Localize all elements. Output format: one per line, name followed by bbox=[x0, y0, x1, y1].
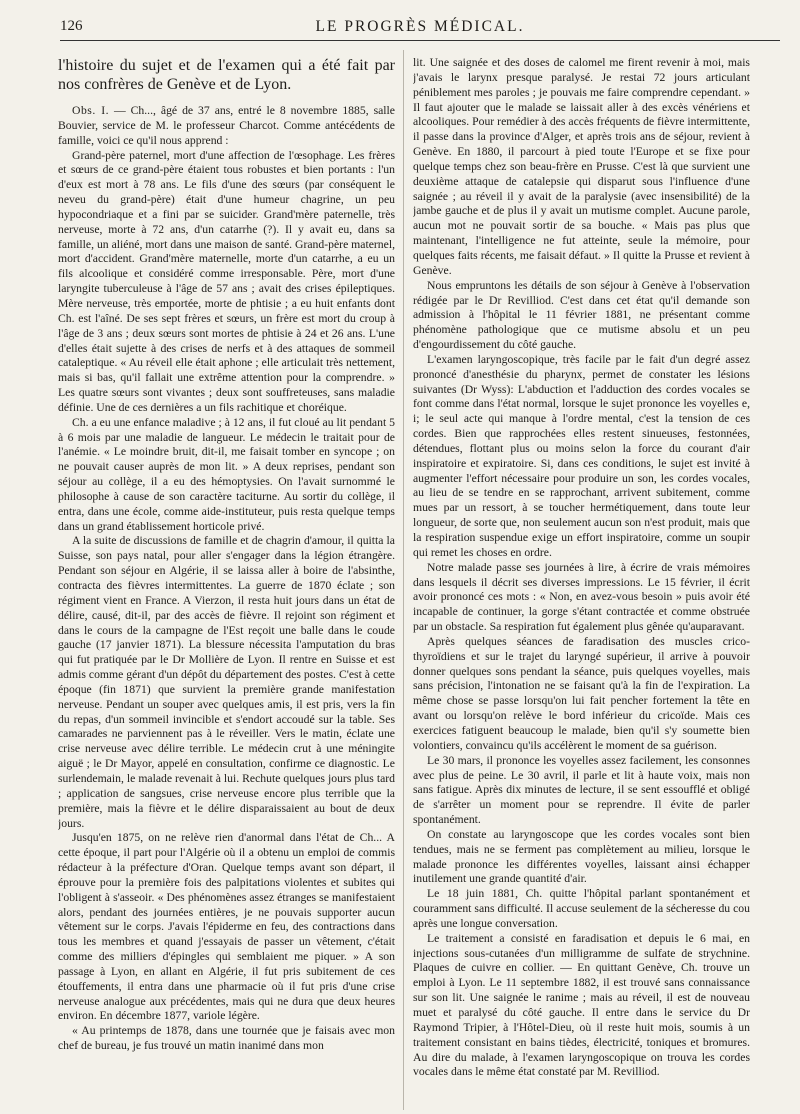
paragraph: Le 18 juin 1881, Ch. quitte l'hôpital parlant spontanément et couramment sans difficulté. Il accuse seulement de la sécheresse du cou après une longue conversation. bbox=[413, 887, 750, 930]
lead-paragraph: l'histoire du sujet et de l'examen qui a été fait par nos confrères de Genève et de Lyon. bbox=[58, 57, 395, 93]
paragraph: Notre malade passe ses journées à lire, à écrire de vrais mémoires dans lesquels il décrit ses diverses impressions. Le 15 février, il écrit avoir prononcé ces mots : « Non, en avez-vous besoin » puis avoir été incapable de continuer, la gorge s'étant contractée et comme obstruée par un obstacle. Sa respiration fut également plus gênée qu'auparavant. bbox=[413, 560, 750, 634]
observation-label: Obs. I. bbox=[72, 104, 110, 117]
paragraph: L'examen laryngoscopique, très facile par le fait d'un degré assez prononcé d'anesthésie du pharynx, permet de constater les lésions suivantes (Dr Wyss): L'abduction et l'adduction des cordes vocales se font comme dans l'état normal, lorsque le sujet prononce les voyelles e, i; le seul acte qui manque à l'ordre mental, c'est la tension de ces cordes. Bien que rapprochées elles restent sinueuses, festonnées, détendues, flottant plus ou moins selon la force du courant d'air inspiratoire et expiratoire. Si, dans ces conditions, le sujet est invité à augmenter l'effort nécessaire pour produire un son, les cordes vocales, au lieu de se tendre en se rapprochant, arrivent subitement, comme mues par un ressort, à se toucher hermétiquement, dans toute leur longueur, de sorte que, non seulement aucun son n'est produit, mais que la respiration suspendue exige un effort inspiratoire, comme un soupir qui remet les choses en ordre. bbox=[413, 352, 750, 559]
journal-title: LE PROGRÈS MÉDICAL. bbox=[315, 18, 525, 35]
paragraph: « Au printemps de 1878, dans une tournée que je faisais avec mon chef de bureau, je fus trouvé un matin inanimé dans mon bbox=[58, 1024, 395, 1053]
paragraph: — Ch..., âgé de 37 ans, entré le 8 novembre 1885, salle Bouvier, service de M. le professeur Charcot. Comme antécédents de famille, voici ce qu'il nous apprend : bbox=[58, 104, 395, 147]
paragraph: Nous empruntons les détails de son séjour à Genève à l'observation rédigée par le Dr Revilliod. C'est dans cet état qu'il demande son admission à l'hôpital le 11 février 1881, ne présentant comme phénomène pathologique que ce mutisme absolu et un peu d'engourdissement du côté gauche. bbox=[413, 278, 750, 352]
paragraph: Le traitement a consisté en faradisation et depuis le 6 mai, en injections sous-cutanées d'un milligramme de sulfate de strychnine. Plaques de cuivre en collier. — En quittant Genève, Ch. trouve un emploi à Lyon. Le 11 septembre 1882, il est trouvé sans connaissance sur son lit. Une saignée le ranime ; mais au réveil, il est de nouveau muet et paralysé du côté gauche. Il entre dans le service du Dr Raymond Tripier, à l'Hôtel-Dieu, où il reste huit mois, soumis à un traitement consistant en bains tièdes, électricité, toniques et bromures. Au dire du malade, à l'examen laryngoscopique on trouva les cordes vocales dans le même état constaté par M. Revilliod. bbox=[413, 931, 750, 1079]
observation-intro bbox=[58, 104, 395, 149]
paragraph: Ch. a eu une enfance maladive ; à 12 ans, il fut cloué au lit pendant 5 à 6 mois par une maladie de langueur. Le médecin le traitait pour de l'anémie. « Le moindre bruit, dit-il, me faisait tomber en syncope ; on ne pouvait causer auprès de mon lit. » A deux reprises, pendant son séjour au collège, il a eu des hémoptysies. On l'avait surnommé le philosophe à cause de son caractère taciturne. Au sortir du collège, il entra, dans une école, comme aide-instituteur, puis resta quelque temps dans un grand établissement horticole privé. bbox=[58, 415, 395, 533]
right-column bbox=[413, 56, 750, 1106]
left-column bbox=[58, 56, 395, 1106]
paragraph: Après quelques séances de faradisation des muscles crico-thyroïdiens et sur le trajet du laryngé supérieur, il arrive à pouvoir donner quelques sons pendant la séance, puis quelques voyelles, mais sans précision, l'intonation ne se faisant qu'à la fin de l'expiration. La même chose se passe lorsqu'on lui fait pencher fortement la tête en avant ou lorsqu'on relève le bord inférieur du cricoïde. Mais ces exercices fatiguent beaucoup le malade, bien qu'il s'y soumette bien volontiers, convaincu qu'ils accélèrent le moment de sa guérison. bbox=[413, 634, 750, 752]
paragraph: Grand-père paternel, mort d'une affection de l'œsophage. Les frères et sœurs de ce grand-père étaient tous robustes et bien portants : l'un d'eux est mort à 78 ans. Le fils d'une des sœurs (par conséquent le neveu du grand-père) était d'une humeur chagrine, un peu hypocondriaque et a fini par se suicider. Grand'mère paternelle, très nerveuse, morte à 72 ans, d'un catarrhe (?). Il y avait eu, dans sa famille, un aliéné, mort dans une maison de santé. Grand-père maternel, mort d'accident. Grand'mère maternelle, morte d'un catarrhe, a eu un fils alcoolique et considéré comme irresponsable. Père, mort d'une laryngite tuberculeuse à l'âge de 57 ans ; avait des crises épileptiques. Mère nerveuse, très emportée, morte de phtisie ; a eu huit enfants dont Ch. est l'aîné. De ses sept frères et sœurs, un frère est mort du croup à l'âge de 3 ans ; deux sœurs sont mortes de phtisie à 24 et 26 ans. L'une d'elles était sujette à des crises de nerfs et à des attaques de sommeil cataleptique. « Au réveil elle était aphone ; elle articulait très nettement, mais si bas, qu'il fallait une extrême attention pour la comprendre. » Les quatre sœurs sont vivantes ; deux sont souffreteuses, sans maladie définie. Une de ces dernières a un fils rachitique et choréique. bbox=[58, 148, 395, 414]
paragraph: Jusqu'en 1875, on ne relève rien d'anormal dans l'état de Ch... A cette époque, il part pour l'Algérie où il a obtenu un emploi de commis rédacteur à la préfecture d'Oran. Quelque temps avant son départ, il éprouve pour la première fois des palpitations violentes et subites qui l'obligent à s'asseoir. « Des phénomènes assez étranges se manifestaient alors, pendant des journées entières, je ne pouvais supporter aucun vêtement sur le corps. J'avais l'épiderme en feu, des contractions dans tous les membres et quand j'essayais de passer un vêtement, c'était comme des milliers d'épingles qui semblaient me piquer. » A son passage à Lyon, en allant en Algérie, il fut pris subitement de ces étouffements, il entra dans une pharmacie où il fut pris d'une crise nerveuse analogue aux précédentes, mais qui ne dura que deux heures environ. En décembre 1877, variole légère. bbox=[58, 831, 395, 1023]
page-number: 126 bbox=[60, 18, 83, 34]
page-header bbox=[60, 18, 780, 41]
paragraph: Le 30 mars, il prononce les voyelles assez facilement, les consonnes avec plus de peine. Le 30 avril, il parle et lit à haute voix, mais non sans fatigue. Après dix minutes de lecture, il se sent essoufflé et obligé de s'arrêter un moment pour se reprendre. Il évite de parler spontanément. bbox=[413, 753, 750, 827]
paragraph: lit. Une saignée et des doses de calomel me firent revenir à moi, mais j'avais le larynx presque paralysé. Je restai 72 jours articulant péniblement mes paroles ; je pouvais me faire comprendre cependant. » Il faut ajouter que le malade se laissait aller à des excès vénériens et alcooliques. Pour remédier à des accès fréquents de fièvre intermittente, il passe dans la province d'Alger, et après trois ans de séjour, revient à Genève. En 1880, il parcourt à pied toute l'Europe et se fixe pour quelque temps chez son beau-frère en Prusse. C'est là que survient une deuxième attaque de catalepsie qui disparut sous l'influence d'une saignée ; au réveil il y avait de la paralysie (avec insensibilité) de la jambe gauche et de plus il y avait un mutisme complet. Aucune parole, aucun mot ne pouvait sortir de sa bouche. « Mais pas plus que maintenant, l'intelligence ne fut atteinte, seule la mémoire, pour quelques faits récents, me faisait défaut. » Il quitte la Prusse et revient à Genève. bbox=[413, 56, 750, 277]
paragraph: On constate au laryngoscope que les cordes vocales sont bien tendues, mais ne se ferment pas complètement au milieu, lorsque le malade prononce les différentes voyelles, laissant ainsi échapper inutilement une grande quantité d'air. bbox=[413, 827, 750, 886]
column-divider bbox=[403, 50, 404, 1110]
paragraph: A la suite de discussions de famille et de chagrin d'amour, il quitta la Suisse, son pays natal, pour aller s'engager dans la légion étrangère. Pendant son séjour en Algérie, il se laissa aller à boire de l'absinthe, contracta des fièvres intermittentes. La guerre de 1870 éclate ; son régiment vient en France. A Vierzon, il resta huit jours dans un état de délire, causé, dit-il, par des accès de fièvre. Il rejoint son régiment et dans le cours de la campagne de l'Est reçoit une balle dans le coude gauche (17 janvier 1871). La blessure nécessita l'amputation du bras qui fut pratiquée par le Dr Mollière de Lyon. Il rentre en Suisse et est admis comme gérant d'un dépôt du département des postes. C'est à cette époque (fin 1871) que survient la première grande manifestation nerveuse. Pendant un souper avec quelques amis, il est pris, vers la fin du repas, d'un sommeil invincible et s'endort accoudé sur la table. Ses camarades ne parviennent pas à le réveiller. Vers le matin, éclate une crise nerveuse avec délire terrible. Le médecin crut à une méningite aiguë ; le Dr Mayor, appelé en consultation, confirme ce diagnostic. Le surlendemain, le malade revenait à lui. Rechute quelques jours plus tard ; application de sangsues, crise nerveuse encore plus terrible que la première, mais la fièvre et le délire disparaissaient au bout de deux jours. bbox=[58, 534, 395, 830]
